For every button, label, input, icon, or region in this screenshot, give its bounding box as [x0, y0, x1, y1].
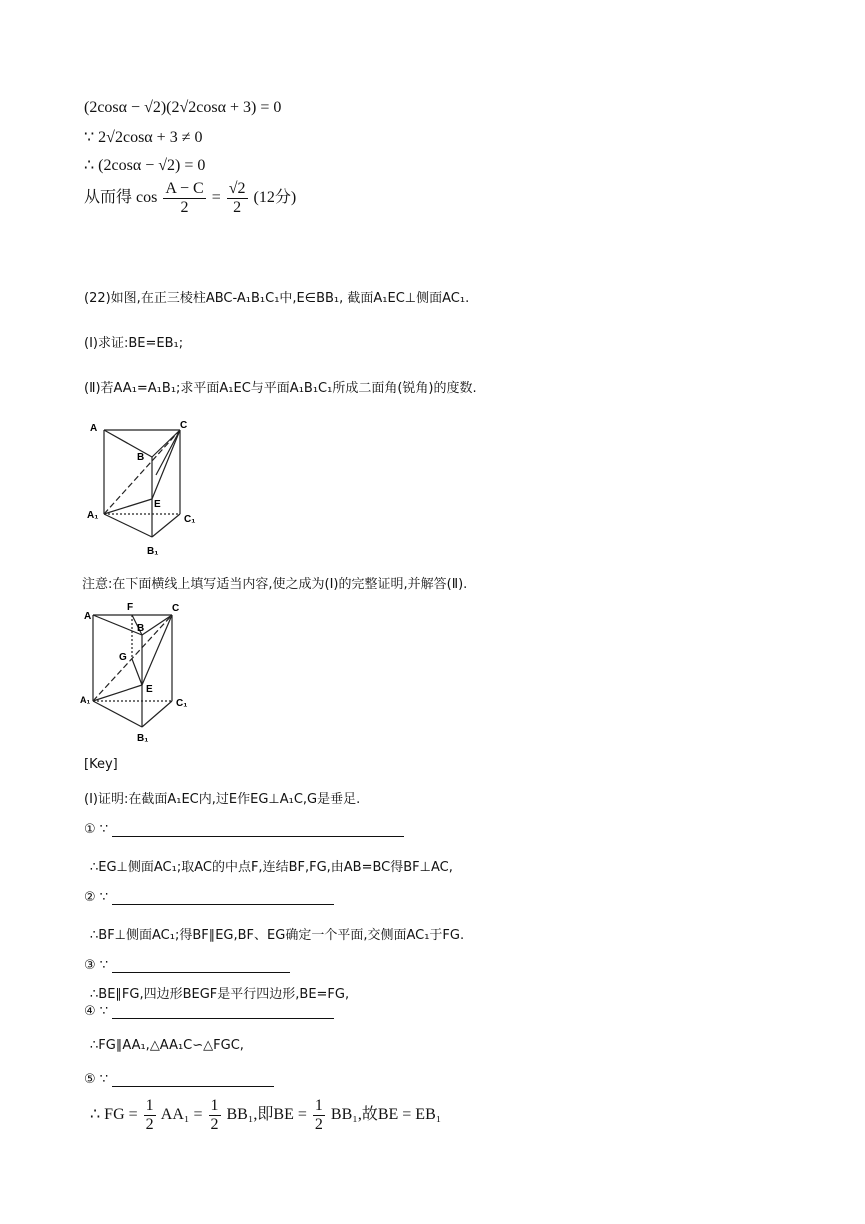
label-A1: A₁ [87, 510, 99, 521]
label-A: A [84, 611, 92, 622]
edge-A1B1 [93, 701, 142, 727]
key-intro: (Ⅰ)证明:在截面A₁EC内,过E作EG⊥A₁C,G是垂足. [84, 792, 361, 807]
fraction-half-1 [144, 1097, 156, 1134]
frac-denominator: 2 [314, 1116, 323, 1133]
step-5-label: ⑤ ∵ [84, 1072, 109, 1087]
label-B: B [137, 623, 145, 634]
score-note: (12分) [253, 189, 297, 207]
prism-figure-1 [84, 417, 194, 559]
label-C: C [172, 603, 180, 614]
label-B: B [137, 452, 145, 463]
label-F: F [127, 602, 134, 613]
final-aa1: AA₁ = [160, 1106, 203, 1124]
segment-GE [132, 659, 142, 685]
prism-figure-2 [80, 597, 198, 747]
label-E: E [154, 499, 161, 510]
final-conclusion [90, 1097, 441, 1134]
frac-numerator: 1 [210, 1097, 219, 1114]
frac-denominator: 2 [180, 199, 189, 216]
problem-statement: (22)如图,在正三棱柱ABC-A₁B₁C₁中,E∈BB₁, 截面A₁EC⊥侧面AC₁. [84, 291, 470, 306]
frac-denominator: 2 [145, 1116, 154, 1133]
problem-part-1: (Ⅰ)求证:BE=EB₁; [84, 336, 184, 351]
frac-denominator: 2 [210, 1116, 219, 1133]
frac-numerator: 1 [145, 1097, 154, 1114]
edge-AB [104, 430, 152, 457]
fraction-a-minus-c [163, 180, 205, 217]
step-4-label: ④ ∵ [84, 1004, 109, 1019]
fraction-half-3 [313, 1097, 325, 1134]
step-1-blank[interactable] [112, 822, 404, 837]
frac-numerator: 1 [314, 1097, 323, 1114]
final-bb1-conclusion: BB₁,故BE = EB₁ [330, 1106, 442, 1124]
step-3 [84, 958, 290, 973]
fraction-half-2 [209, 1097, 221, 1134]
frac-denominator: 2 [233, 199, 242, 216]
instruction-note: 注意:在下面横线上填写适当内容,使之成为(Ⅰ)的完整证明,并解答(Ⅱ). [82, 577, 468, 592]
problem-part-2: (Ⅱ)若AA₁=A₁B₁;求平面A₁EC与平面A₁B₁C₁所成二面角(锐角)的度数. [84, 381, 477, 396]
step-2-blank[interactable] [112, 890, 334, 905]
label-B1: B₁ [137, 733, 149, 744]
edge-BC [152, 430, 180, 457]
step-5-blank[interactable] [112, 1072, 274, 1087]
label-B1: B₁ [147, 546, 159, 557]
fraction-root2-over-2 [227, 180, 248, 217]
frac-numerator: A − C [165, 180, 204, 197]
edge-EC [152, 430, 180, 499]
edge-A1B1 [104, 514, 152, 537]
step-3-result: ∴BE∥FG,四边形BEGF是平行四边形,BE=FG, [90, 987, 350, 1002]
equation-line-4 [84, 180, 296, 217]
edge-B1C1 [152, 514, 180, 537]
edge-AB [93, 615, 145, 635]
equation-line-1: (2cosα − √2)(2√2cosα + 3) = 0 [84, 99, 282, 116]
step-4 [84, 1004, 334, 1019]
label-C1: C₁ [184, 514, 196, 525]
step-4-blank[interactable] [112, 1004, 334, 1019]
step-3-label: ③ ∵ [84, 958, 109, 973]
label-A: A [90, 423, 98, 434]
step-5 [84, 1072, 274, 1087]
equation-line-2: ∵ 2√2cosα + 3 ≠ 0 [84, 129, 203, 146]
step-4-result: ∴FG∥AA₁,△AA₁C∽△FGC, [90, 1038, 244, 1053]
line4-prefix: 从而得 cos [84, 189, 158, 207]
step-1 [84, 822, 404, 837]
equation-line-3: ∴ (2cosα − √2) = 0 [84, 157, 206, 174]
step-1-result: ∴EG⊥侧面AC₁;取AC的中点F,连结BF,FG,由AB=BC得BF⊥AC, [90, 860, 453, 875]
label-A1: A₁ [80, 695, 91, 705]
step-2-result: ∴BF⊥侧面AC₁;得BF∥EG,BF、EG确定一个平面,交侧面AC₁于FG. [90, 928, 465, 943]
equals-sign: = [211, 189, 221, 207]
edge-B1C1 [142, 701, 172, 727]
step-2 [84, 890, 334, 905]
step-3-blank[interactable] [112, 958, 290, 973]
label-E: E [146, 684, 153, 695]
frac-numerator: √2 [228, 180, 246, 197]
label-G: G [119, 652, 127, 663]
label-C1: C₁ [176, 698, 188, 709]
final-bb1: BB₁,即BE = [226, 1106, 307, 1124]
label-C: C [180, 420, 188, 431]
final-prefix: ∴ FG = [90, 1106, 138, 1124]
edge-A1C-hidden [104, 430, 180, 514]
step-1-label: ① ∵ [84, 822, 109, 837]
key-tag: [Key] [84, 757, 118, 772]
step-2-label: ② ∵ [84, 890, 109, 905]
